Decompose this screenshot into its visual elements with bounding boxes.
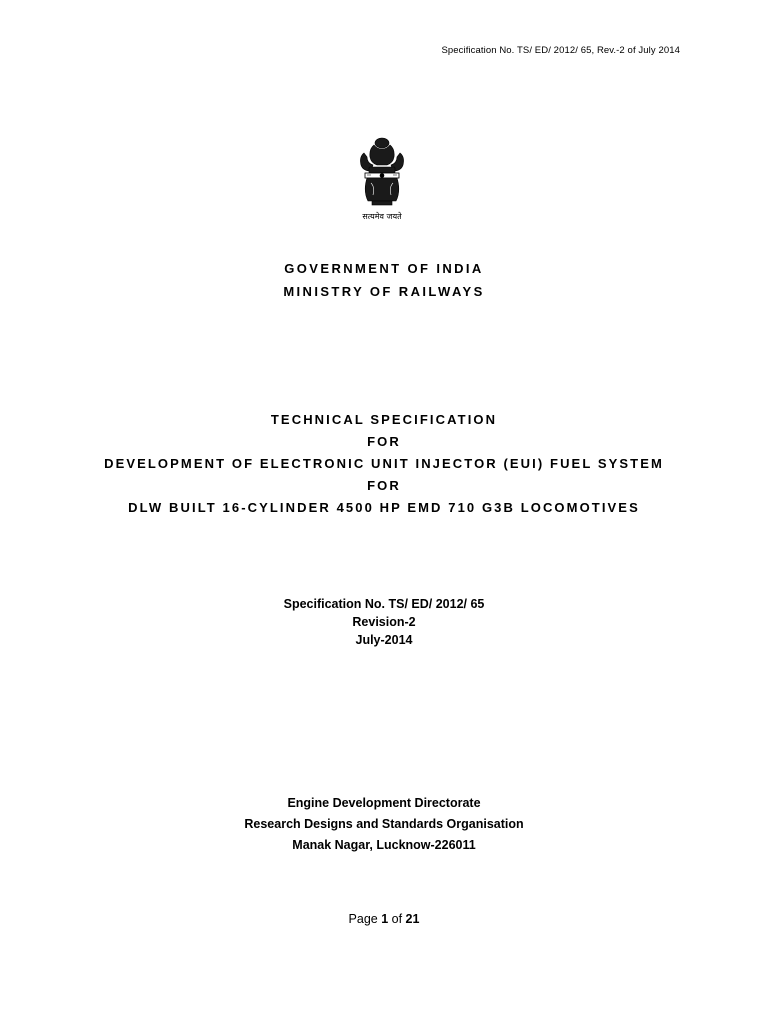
emblem-motto: सत्यमेव जयते <box>362 212 402 221</box>
title-line-5: DLW BUILT 16-CYLINDER 4500 HP EMD 710 G3B LOCOMOTIVES <box>128 500 640 515</box>
title-line-1: TECHNICAL SPECIFICATION <box>270 412 498 427</box>
page-total: 21 <box>405 912 420 926</box>
document-title <box>0 409 768 519</box>
page-number <box>0 912 768 926</box>
page-current: 1 <box>381 912 389 926</box>
title-line-2: FOR <box>367 434 401 449</box>
title-line-4: FOR <box>367 478 401 493</box>
specification-number: Specification No. TS/ ED/ 2012/ 65 <box>283 597 485 611</box>
specification-details <box>0 595 768 649</box>
page-of: of <box>388 912 406 926</box>
title-line-3: DEVELOPMENT OF ELECTRONIC UNIT INJECTOR (EUI) FUEL SYSTEM <box>104 456 664 471</box>
specification-revision: Revision-2 <box>352 615 416 629</box>
specification-date: July-2014 <box>355 633 413 647</box>
national-emblem-icon <box>347 135 417 225</box>
header-spec-reference: Specification No. TS/ ED/ 2012/ 65, Rev.-2 of July 2014 <box>441 45 680 56</box>
organisation-address: Manak Nagar, Lucknow-226011 <box>292 838 476 852</box>
government-line: GOVERNMENT OF INDIA <box>284 261 484 276</box>
organisation-details <box>0 793 768 856</box>
organisation-name: Research Designs and Standards Organisation <box>244 817 524 831</box>
government-heading <box>0 257 768 303</box>
directorate-name: Engine Development Directorate <box>287 796 481 810</box>
ministry-line: MINISTRY OF RAILWAYS <box>283 284 485 299</box>
page-prefix: Page <box>348 912 382 926</box>
